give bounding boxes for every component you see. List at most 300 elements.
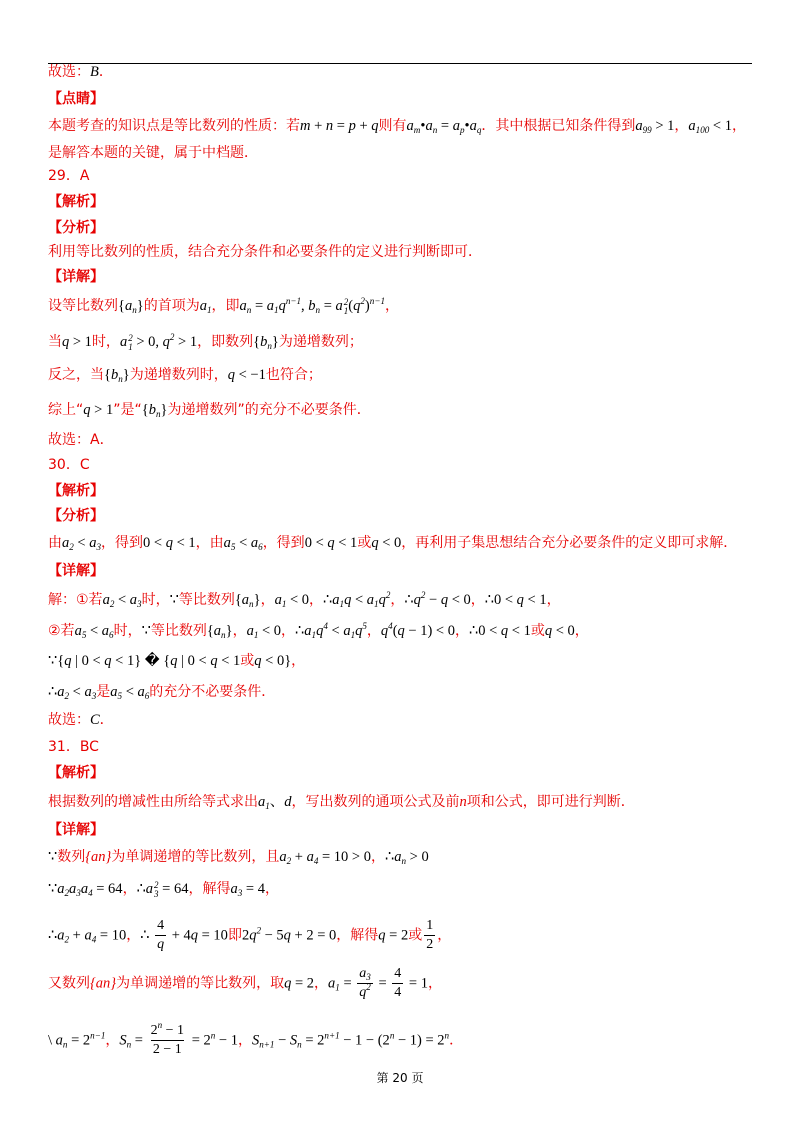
italic-text-run: {an} — [85, 849, 112, 865]
math-superscript: n−1 — [285, 295, 302, 306]
math-superscript: n — [157, 1019, 163, 1030]
math-superscript: n — [444, 1030, 450, 1040]
math-subscript: 1 — [281, 599, 287, 609]
math-variable: a — [366, 592, 375, 608]
math-variable: a — [394, 849, 402, 865]
text-run: 又数列 — [48, 975, 90, 991]
math-subscript: n — [315, 304, 321, 315]
math-symbol: | 0 < — [71, 653, 105, 669]
text-run: ，即数列 — [197, 333, 254, 350]
text-run: 解：①若 — [48, 592, 103, 608]
text-run: ． — [449, 1032, 464, 1048]
math-symbol: − — [425, 592, 441, 608]
math-superscript: 2 — [154, 879, 159, 890]
math-symbol: > 0, — [132, 333, 163, 350]
heading-text: 【详解】 — [48, 822, 104, 838]
text-run: ，写出数列的通项公式及前 — [291, 794, 460, 810]
text-run: ， — [370, 849, 385, 865]
text-run: ，解得 — [336, 927, 379, 943]
math-symbol: − 1 — [162, 1022, 185, 1038]
math-symbol: { — [104, 367, 111, 383]
math-symbol: } — [253, 592, 261, 608]
math-symbol: ( — [392, 623, 398, 639]
math-variable: a — [57, 927, 65, 943]
math-symbol: < — [235, 535, 251, 551]
math-variable: a — [84, 684, 92, 700]
math-symbol: = 1 — [405, 975, 428, 991]
math-symbol: { — [141, 402, 149, 418]
math-superscript: 2 — [360, 295, 365, 306]
math-subscript: 1 — [335, 982, 340, 992]
fraction-numerator — [357, 966, 373, 983]
text-run: 等比数列 — [150, 623, 207, 639]
math-symbol: < 0} — [261, 653, 292, 669]
text-run: ”是“ — [113, 402, 142, 418]
math-symbol: ∴ — [323, 592, 333, 608]
italic-text-run: {an} — [90, 975, 117, 991]
math-symbol: − 1 − (2 — [339, 1032, 390, 1048]
line-text — [48, 880, 279, 899]
text-run: 为递增数列； — [278, 333, 363, 350]
math-variable: a — [635, 118, 643, 134]
math-symbol: = 2 — [291, 975, 315, 991]
math-subscript: 5 — [230, 542, 236, 552]
math-superscript: 2 — [385, 590, 391, 600]
math-subscript: 2 — [64, 887, 70, 898]
math-variable: q — [157, 936, 165, 952]
math-symbol: = 10 > 0 — [318, 849, 371, 865]
math-symbol: } — [225, 623, 233, 639]
math-symbol: { — [234, 592, 242, 608]
math-variable: n — [325, 118, 334, 134]
math-variable: a — [425, 118, 433, 134]
math-variable: a — [137, 684, 145, 700]
math-subscript: 4 — [313, 856, 319, 866]
text-run: 30．C — [48, 457, 90, 473]
math-symbol: ) — [364, 297, 370, 314]
math-superscript: 2 — [169, 331, 175, 342]
page-number: 第 20 页 — [376, 1071, 424, 1085]
text-run: 故选： — [48, 712, 90, 728]
math-variable: a — [119, 333, 128, 350]
math-symbol: • — [420, 118, 426, 134]
line-text — [48, 401, 371, 419]
text-run: ． — [98, 64, 113, 80]
math-symbol: \ — [48, 1032, 56, 1048]
text-run: ， — [731, 118, 746, 134]
math-variable: q — [544, 623, 553, 639]
math-variable: q — [210, 653, 218, 669]
heading-text: 【详解】 — [48, 269, 104, 285]
text-run: ， — [314, 975, 329, 991]
math-variable: q — [254, 653, 262, 669]
math-variable: a — [230, 880, 238, 897]
math-symbol: ∴0 < — [468, 623, 501, 639]
math-variable: q — [359, 984, 367, 1000]
math-symbol: < 1} � { — [111, 653, 171, 669]
math-variable: a — [89, 535, 97, 551]
math-symbol: = — [339, 975, 356, 991]
text-run: ，再利用子集思想结合充分必要条件的定义即可求解． — [401, 535, 738, 551]
detail-line — [48, 869, 279, 909]
detail-line — [48, 286, 399, 326]
math-variable: q — [165, 535, 173, 551]
heading-text: 【解析】 — [48, 483, 104, 499]
math-superscript: n−1 — [369, 295, 385, 306]
math-subscript: 4 — [88, 887, 93, 898]
text-run: ， — [264, 880, 279, 897]
math-superscript: 4 — [323, 621, 328, 631]
math-subscript: 99 — [642, 125, 652, 135]
math-symbol: 、 — [269, 794, 285, 810]
math-superscript: n — [210, 1030, 216, 1040]
text-run: 数列 — [57, 849, 86, 865]
math-symbol: , — [301, 297, 309, 314]
math-variable: S — [289, 1032, 298, 1048]
text-run: 或 — [240, 653, 255, 669]
math-subscript: 2 — [286, 856, 292, 866]
math-symbol: + — [310, 118, 326, 134]
math-symbol: ∵ — [141, 623, 151, 639]
text-run: 故选：A． — [48, 432, 114, 448]
detail-line — [48, 355, 322, 395]
math-subscript: p — [459, 125, 465, 135]
math-symbol: + 4 — [168, 927, 191, 943]
math-superscript: 4 — [388, 621, 393, 631]
math-symbol: − — [274, 1032, 290, 1048]
math-symbol: = 64 — [158, 880, 189, 897]
math-variable: q — [378, 592, 386, 608]
fraction-numerator — [392, 966, 403, 983]
math-subscript: 3 — [76, 887, 81, 898]
math-subscript: 2 — [69, 542, 74, 552]
math-subscript: 1 — [206, 304, 212, 315]
math-variable: q — [190, 927, 198, 943]
math-variable: q — [83, 402, 91, 418]
math-symbol: 4 — [394, 984, 402, 1000]
math-symbol: + — [355, 118, 372, 134]
math-variable: a — [55, 1032, 63, 1048]
math-symbol: < 1 — [523, 592, 547, 608]
math-symbol: < 0 — [552, 623, 575, 639]
math-symbol: = 10 — [96, 927, 127, 943]
math-subscript: 1 — [274, 304, 279, 315]
line-text — [48, 591, 561, 609]
math-subscript: 3 — [366, 971, 371, 982]
text-run: ，得到 — [101, 535, 144, 551]
math-symbol: ∵ — [48, 849, 58, 865]
math-variable: a — [406, 118, 414, 134]
math-variable: a — [129, 592, 138, 608]
math-subscript: 3 — [96, 542, 102, 552]
line-text — [48, 366, 322, 384]
text-run: 等比数列 — [178, 592, 235, 608]
math-symbol: < −1 — [234, 367, 266, 383]
math-subscript: n — [432, 125, 438, 135]
math-symbol: } — [271, 333, 279, 350]
text-run: 设等比数列 — [48, 297, 118, 314]
heading-text: 【点睛】 — [48, 91, 104, 107]
math-symbol: { — [206, 623, 214, 639]
fraction-denominator — [357, 983, 373, 1001]
math-variable: p — [348, 118, 356, 134]
math-symbol: − 1 — [215, 1032, 238, 1048]
math-variable: q — [353, 297, 361, 314]
math-symbol: < 1 — [217, 653, 241, 669]
math-variable: a — [223, 535, 231, 551]
math-variable: B — [90, 64, 99, 80]
math-symbol: = 64 — [92, 880, 123, 897]
text-run: 利用等比数列的性质，结合充分条件和必要条件的定义进行判断即可． — [48, 244, 482, 260]
math-subscript: 3 — [91, 691, 97, 701]
math-variable: a — [80, 880, 89, 897]
analysis-line — [48, 782, 635, 822]
math-symbol: 2 — [426, 936, 434, 952]
math-symbol: ∴ — [48, 684, 58, 700]
math-symbol: > 0 — [406, 849, 429, 865]
text-run: ， — [546, 592, 561, 608]
math-variable: a — [69, 880, 77, 897]
math-variable: a — [57, 880, 65, 897]
fraction-numerator — [149, 1019, 186, 1040]
text-run: 为递增数列时， — [129, 367, 228, 383]
text-run: 也符合； — [265, 367, 322, 383]
math-symbol: + — [291, 849, 307, 865]
math-variable: a — [74, 623, 82, 639]
math-variable: a — [274, 592, 282, 608]
math-symbol: < — [351, 592, 367, 608]
math-superscript: n — [389, 1030, 395, 1040]
math-subscript: 1 — [339, 599, 345, 609]
text-run: 时， — [141, 592, 170, 608]
math-variable: C — [90, 712, 100, 728]
math-symbol: 4 — [394, 965, 402, 981]
math-symbol: ( — [348, 297, 354, 314]
line-text — [48, 297, 399, 316]
math-fraction — [155, 918, 166, 953]
text-run: ，即 — [211, 297, 240, 314]
text-run: 或 — [408, 927, 423, 943]
math-variable: q — [64, 653, 72, 669]
math-symbol: 4 — [157, 917, 165, 933]
text-run: 综上“ — [48, 402, 84, 418]
math-subscript: 3 — [137, 599, 142, 609]
math-symbol: = 2 — [301, 1032, 325, 1048]
text-run: 是解答本题的关键，属于中档题． — [48, 145, 258, 161]
text-run: 则有 — [378, 118, 407, 134]
math-symbol: } — [160, 402, 168, 418]
math-variable: a — [258, 794, 266, 810]
math-variable: a — [452, 118, 460, 134]
math-symbol: 2 − 1 — [152, 1041, 182, 1057]
heading-text: 【详解】 — [48, 563, 104, 579]
heading-text: 【解析】 — [48, 194, 104, 210]
math-variable: a — [246, 623, 254, 639]
text-run: ②若 — [48, 623, 75, 639]
text-run: ， — [260, 592, 275, 608]
math-symbol: 2 — [150, 1022, 158, 1038]
italic-text-run: n — [459, 794, 467, 810]
math-symbol: 0 < — [143, 535, 166, 551]
text-run: 根据数列的增减性由所给等式求出 — [48, 794, 258, 810]
math-variable: a — [57, 684, 65, 700]
text-run: ， — [105, 1032, 120, 1048]
line-text — [48, 848, 429, 866]
math-variable: S — [119, 1032, 127, 1048]
math-variable: q — [380, 623, 389, 639]
math-variable: q — [227, 367, 235, 383]
math-subscript: m — [413, 125, 421, 135]
math-subscript: 6 — [144, 691, 150, 701]
math-symbol: < — [122, 684, 138, 700]
text-run: ， — [390, 592, 405, 608]
math-variable: a — [110, 684, 118, 700]
text-run: 为单调递增的等比数列，且 — [111, 849, 280, 865]
math-variable: q — [378, 927, 386, 943]
line-text — [48, 622, 589, 640]
math-symbol: > 1 — [69, 333, 92, 350]
fraction-denominator — [392, 983, 403, 1001]
math-variable: a — [239, 297, 247, 314]
math-symbol: < 0 — [378, 535, 402, 551]
line-text — [48, 534, 737, 552]
text-run: ，得到 — [262, 535, 305, 551]
math-superscript: 2 — [366, 981, 371, 992]
math-symbol: 1 — [426, 917, 434, 933]
math-symbol: ∴ — [404, 592, 414, 608]
line-text — [48, 243, 482, 261]
text-run: ， — [281, 623, 296, 639]
math-symbol: < 1 — [172, 535, 196, 551]
math-symbol: | 0 < — [177, 653, 211, 669]
math-subscript: 2 — [64, 691, 70, 701]
math-variable: q — [162, 333, 170, 350]
math-variable: q — [440, 592, 449, 608]
text-run: ， — [437, 927, 452, 943]
text-run: 时， — [91, 333, 120, 350]
math-symbol: < — [327, 623, 344, 639]
text-run: 是 — [96, 684, 111, 700]
text-run: 即 — [227, 927, 242, 943]
line-text — [48, 966, 442, 1001]
analysis-line — [48, 523, 737, 563]
math-variable: q — [316, 623, 324, 639]
math-subscript: 6 — [109, 630, 114, 640]
line-text — [48, 683, 275, 701]
math-symbol: < — [73, 535, 90, 551]
math-subscript: 5 — [81, 630, 87, 640]
line-text — [48, 268, 104, 286]
math-variable: q — [371, 535, 379, 551]
math-variable: b — [260, 333, 268, 350]
text-run: 或 — [357, 535, 372, 551]
line-text — [48, 562, 104, 580]
math-symbol: = — [131, 1032, 147, 1048]
line-text — [48, 918, 451, 953]
math-symbol: + — [69, 927, 85, 943]
math-superscript: 2 — [343, 296, 349, 307]
math-fraction — [424, 918, 435, 953]
line-text — [48, 764, 104, 782]
math-variable: a — [279, 849, 287, 865]
math-symbol: ∴ — [136, 880, 146, 897]
text-run: ， — [126, 927, 141, 943]
text-run: ， — [122, 880, 137, 897]
text-run: 为递增数列”的充分不必要条件． — [167, 402, 371, 418]
math-symbol: ∴ — [295, 623, 305, 639]
text-run: ， — [385, 297, 399, 314]
math-fraction — [392, 966, 403, 1001]
text-run: 本题考查的知识点是等比数列的性质：若 — [48, 118, 300, 134]
text-run: 项和公式，即可进行判断． — [466, 794, 635, 810]
math-variable: a — [213, 623, 222, 639]
math-fraction — [357, 966, 373, 1001]
math-variable: q — [344, 592, 352, 608]
detail-line — [48, 1020, 463, 1060]
math-subscript: 2 — [109, 599, 115, 609]
text-run: 31．BC — [48, 739, 99, 755]
math-subscript: n — [118, 374, 123, 384]
math-subscript: n — [267, 340, 272, 351]
math-symbol: ∴ — [140, 927, 154, 943]
math-subscript: 1 — [265, 801, 270, 811]
math-variable: a — [124, 297, 133, 314]
math-subscript: 100 — [695, 125, 710, 135]
text-run: ， — [366, 623, 381, 639]
math-variable: a — [102, 592, 110, 608]
text-run: 的首项为 — [143, 297, 200, 314]
math-variable: q — [327, 535, 335, 551]
math-subscript: 3 — [237, 887, 243, 898]
math-variable: a — [688, 118, 696, 134]
math-superscript: n−1 — [90, 1030, 106, 1040]
math-symbol: < 0 — [258, 623, 282, 639]
math-superscript: 2 — [420, 590, 426, 600]
math-subscript: 1 — [311, 630, 317, 640]
math-symbol: ∵ — [48, 880, 58, 897]
math-symbol: ∵{ — [48, 653, 65, 669]
math-subscript: 3 — [154, 888, 159, 899]
math-symbol: ∵ — [169, 592, 179, 608]
math-variable: a — [304, 623, 312, 639]
math-variable: a — [469, 118, 477, 134]
math-subscript: n — [221, 630, 226, 640]
math-symbol: = 4 — [242, 880, 265, 897]
math-subscript: q — [476, 125, 482, 135]
math-subscript: 1 — [253, 630, 259, 640]
math-subscript: 6 — [258, 542, 263, 552]
math-subscript: 1 — [350, 630, 356, 640]
math-symbol: = — [251, 297, 267, 314]
math-symbol: + 2 = 0 — [290, 927, 337, 943]
math-variable: a — [343, 623, 351, 639]
math-symbol: < 1 — [508, 623, 531, 639]
text-run: ．其中根据已知条件得到 — [481, 118, 636, 134]
math-symbol: > 1 — [651, 118, 675, 134]
math-variable: q — [170, 653, 178, 669]
math-superscript: n+1 — [324, 1030, 340, 1040]
text-run: ， — [291, 653, 306, 669]
math-symbol: = 10 — [198, 927, 228, 943]
math-symbol: ∴ — [384, 849, 395, 865]
math-variable: b — [110, 367, 119, 383]
math-variable: q — [397, 623, 405, 639]
math-symbol: } — [136, 297, 144, 314]
math-superscript: 2 — [256, 925, 261, 935]
math-symbol: = — [437, 118, 453, 134]
math-variable: q — [516, 592, 524, 608]
math-symbol: ∴ — [48, 927, 58, 943]
